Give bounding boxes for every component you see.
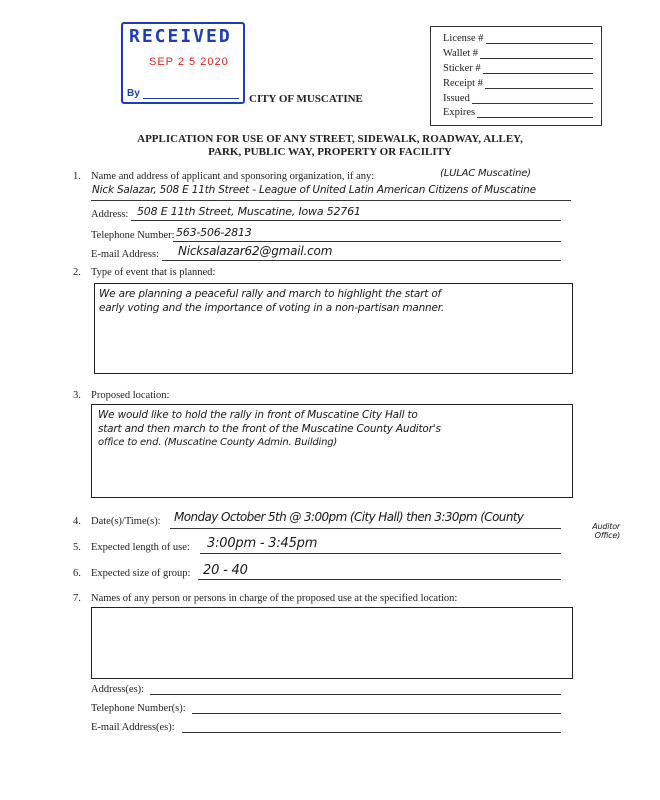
form-title-line2: PARK, PUBLIC WAY, PROPERTY OR FACILITY: [208, 146, 452, 158]
sticker-label: Sticker #: [443, 63, 481, 74]
q7-names-box[interactable]: [91, 607, 573, 679]
q6-value[interactable]: 20 - 40: [203, 563, 248, 578]
q3-number: 3.: [73, 390, 81, 401]
q1-note: (LULAC Muscatine): [440, 168, 531, 179]
q3-label: Proposed location:: [91, 390, 170, 401]
q7-email-label: E-mail Address(es):: [91, 722, 175, 733]
issued-label: Issued: [443, 93, 470, 104]
q1-address-value[interactable]: 508 E 11th Street, Muscatine, Iowa 52761: [137, 205, 361, 218]
q7-phone-field[interactable]: [192, 713, 561, 714]
q7-label: Names of any person or persons in charge of the proposed use at the specified location:: [91, 593, 458, 604]
q1-label: Name and address of applicant and sponsoring organization, if any:: [91, 171, 375, 182]
q6-number: 6.: [73, 568, 81, 579]
q4-label: Date(s)/Time(s):: [91, 516, 161, 527]
stamp-by-line: [143, 98, 239, 99]
q4-value[interactable]: Monday October 5th @ 3:00pm (City Hall) then 3:30pm (County: [174, 510, 524, 524]
q1-number: 1.: [73, 171, 81, 182]
q1-address-label: Address:: [91, 209, 129, 220]
receipt-label: Receipt #: [443, 78, 483, 89]
q7-address-label: Address(es):: [91, 684, 145, 695]
q2-line2: early voting and the importance of voting in a non-partisan manner.: [99, 302, 445, 314]
q1-email-value[interactable]: Nicksalazar62@gmail.com: [178, 244, 333, 258]
form-title-line1: APPLICATION FOR USE OF ANY STREET, SIDEWALK, ROADWAY, ALLEY,: [137, 133, 523, 145]
q2-number: 2.: [73, 267, 81, 278]
q5-label: Expected length of use:: [91, 542, 190, 553]
q4-number: 4.: [73, 516, 81, 527]
q5-number: 5.: [73, 542, 81, 553]
q7-email-field[interactable]: [182, 732, 561, 733]
q2-line1: We are planning a peaceful rally and march to highlight the start of: [99, 288, 442, 300]
received-stamp: [121, 22, 245, 104]
q7-number: 7.: [73, 593, 81, 604]
stamp-by-label: By: [127, 88, 140, 99]
office-use-box: [430, 26, 602, 126]
expires-label: Expires: [443, 107, 476, 118]
q3-line1: We would like to hold the rally in front of Muscatine City Hall to: [98, 409, 418, 421]
q4-overflow: Auditor Office): [592, 522, 620, 540]
q7-phone-label: Telephone Number(s):: [91, 703, 186, 714]
license-label: License #: [443, 33, 484, 44]
stamp-title: RECEIVED: [129, 26, 232, 47]
q1-phone-value[interactable]: 563-506-2813: [176, 226, 252, 239]
q2-label: Type of event that is planned:: [91, 267, 216, 278]
stamp-date: SEP 2 5 2020: [149, 56, 229, 68]
q7-address-field[interactable]: [150, 694, 561, 695]
wallet-label: Wallet #: [443, 48, 479, 59]
q1-phone-label: Telephone Number:: [91, 230, 175, 241]
q3-location-box[interactable]: [91, 404, 573, 498]
q1-email-label: E-mail Address:: [91, 249, 159, 260]
q1-applicant-value[interactable]: Nick Salazar, 508 E 11th Street - League of United Latin American Citizens of Muscatine: [92, 184, 536, 196]
q3-line2: start and then march to the front of the Muscatine County Auditor's: [98, 423, 441, 435]
q5-value[interactable]: 3:00pm - 3:45pm: [207, 536, 318, 551]
city-name: CITY OF MUSCATINE: [249, 93, 363, 105]
q2-event-box[interactable]: [94, 283, 573, 374]
q6-label: Expected size of group:: [91, 568, 191, 579]
q3-line3: office to end. (Muscatine County Admin. Building): [98, 437, 338, 448]
